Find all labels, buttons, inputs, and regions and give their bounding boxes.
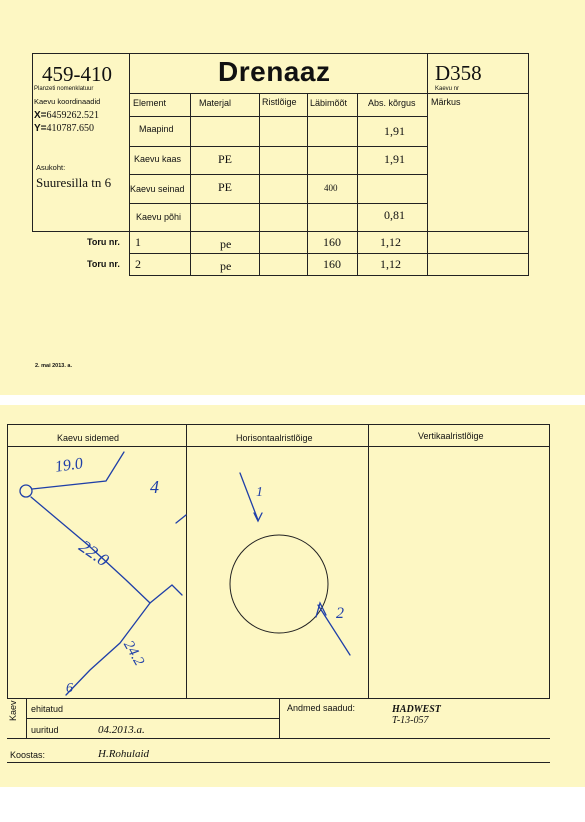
surveyed-label: uuritud	[31, 725, 59, 735]
pipe-label-1: 1	[256, 485, 263, 500]
pipe-material: pe	[220, 259, 232, 273]
pipe-number: 1	[135, 235, 141, 249]
col-header-remarks: Märkus	[431, 97, 461, 107]
col-divider-1	[190, 93, 191, 275]
row-divider-1	[129, 116, 427, 117]
well-card-front	[0, 0, 585, 395]
row-element: Maapind	[139, 124, 174, 134]
data-from-label: Andmed saadud:	[287, 703, 356, 713]
kaev-side-label: Kaev	[8, 700, 18, 721]
nomenclature-number: 459-410	[42, 62, 112, 86]
date-note: 2. mai 2013. a.	[35, 363, 72, 369]
frame-top	[32, 53, 529, 54]
row-divider-2	[129, 146, 427, 147]
pipe-height: 1,12	[380, 235, 401, 249]
frame-pipe1-bottom	[129, 253, 529, 254]
well-marker-icon	[20, 485, 32, 497]
row-height: 1,91	[384, 152, 405, 166]
composed-label: Koostas:	[10, 750, 46, 760]
nomenclature-caption: Planzeti nomenklatuur	[34, 86, 94, 92]
frame-col-divider	[129, 53, 130, 275]
well-number: D358	[435, 61, 482, 85]
col-header-material: Materjal	[199, 98, 232, 108]
col-title-vertikaal: Vertikaalristlõige	[418, 431, 484, 441]
footer-side-divider	[26, 698, 27, 738]
sketch-label-242: 24.2	[120, 637, 148, 669]
coord-y	[34, 123, 94, 134]
row-divider-4	[129, 203, 427, 204]
coord-x-prefix: X=	[34, 110, 47, 121]
footer-row-divider	[26, 718, 279, 719]
sketch-label-6: 6	[66, 681, 73, 696]
frame-data-bottom	[32, 231, 529, 232]
composed-line	[7, 762, 550, 763]
row-diameter: 400	[324, 183, 338, 193]
row-height: 0,81	[384, 208, 405, 222]
row-material: PE	[218, 152, 233, 166]
location-value: Suuresilla tn 6	[36, 175, 112, 190]
row-divider-3	[129, 174, 427, 175]
row-element: Kaevu põhi	[136, 212, 182, 222]
frame-remarks-divider	[427, 53, 428, 275]
col-title-sidemed: Kaevu sidemed	[57, 433, 120, 443]
pipe-diameter: 160	[323, 257, 341, 271]
well-cross-section-circle	[230, 535, 328, 633]
location-label: Asukoht:	[36, 163, 66, 172]
col-header-cross-section: Ristlõige	[262, 97, 297, 107]
pipe-height: 1,12	[380, 257, 401, 271]
col-header-abs-height: Abs. kõrgus	[368, 98, 416, 108]
pipe-label: Toru nr.	[87, 259, 120, 269]
sketch-label-190: 19.0	[53, 455, 84, 476]
coord-x	[34, 110, 99, 121]
coord-y-prefix: Y=	[34, 123, 47, 134]
coord-x-value: 6459262.521	[46, 110, 100, 121]
row-element: Kaevu seinad	[130, 184, 185, 194]
pipe-label-2: 2	[336, 605, 344, 622]
data-from-company: HADWEST	[392, 704, 441, 715]
col-header-element: Element	[133, 98, 167, 108]
row-height: 1,91	[384, 124, 405, 138]
data-from-ref: T-13-057	[392, 715, 429, 726]
boundary-line	[176, 515, 186, 523]
pipe-number: 2	[135, 257, 141, 271]
coord-y-value: 410787.650	[46, 123, 95, 134]
pipe-material: pe	[220, 237, 232, 251]
well-number-caption: Kaevu nr	[435, 86, 460, 92]
frame-title-bottom	[129, 93, 529, 94]
frame-pipe2-bottom	[129, 275, 529, 276]
footer-divider	[279, 698, 280, 738]
col-divider-2	[259, 93, 260, 275]
frame-right	[528, 53, 529, 275]
composed-by: H.Rohulaid	[98, 748, 150, 760]
col-header-diameter: Läbimõõt	[310, 98, 348, 108]
frame-left	[32, 53, 33, 231]
col-title-horisontaal: Horisontaalristlõige	[236, 433, 313, 443]
pipe-2-arrow	[318, 605, 350, 655]
sketch-label-4: 4	[150, 477, 159, 497]
page-title: Drenaaz	[218, 56, 331, 87]
sketch-label-220: 22.0	[75, 535, 113, 571]
row-material: PE	[218, 180, 233, 194]
surveyed-date: 04.2013.a.	[98, 724, 145, 736]
col-divider-3	[307, 93, 308, 275]
tie-sketch	[0, 405, 585, 787]
pipe-1-arrowhead	[254, 513, 262, 521]
coords-label: Kaevu koordinaadid	[34, 97, 101, 106]
row-element: Kaevu kaas	[134, 154, 182, 164]
col-divider-4	[357, 93, 358, 275]
well-card-back	[0, 405, 585, 787]
footer-bottom	[7, 738, 550, 739]
built-label: ehitatud	[31, 704, 64, 714]
pipe-label: Toru nr.	[87, 237, 120, 247]
pipe-diameter: 160	[323, 235, 341, 249]
